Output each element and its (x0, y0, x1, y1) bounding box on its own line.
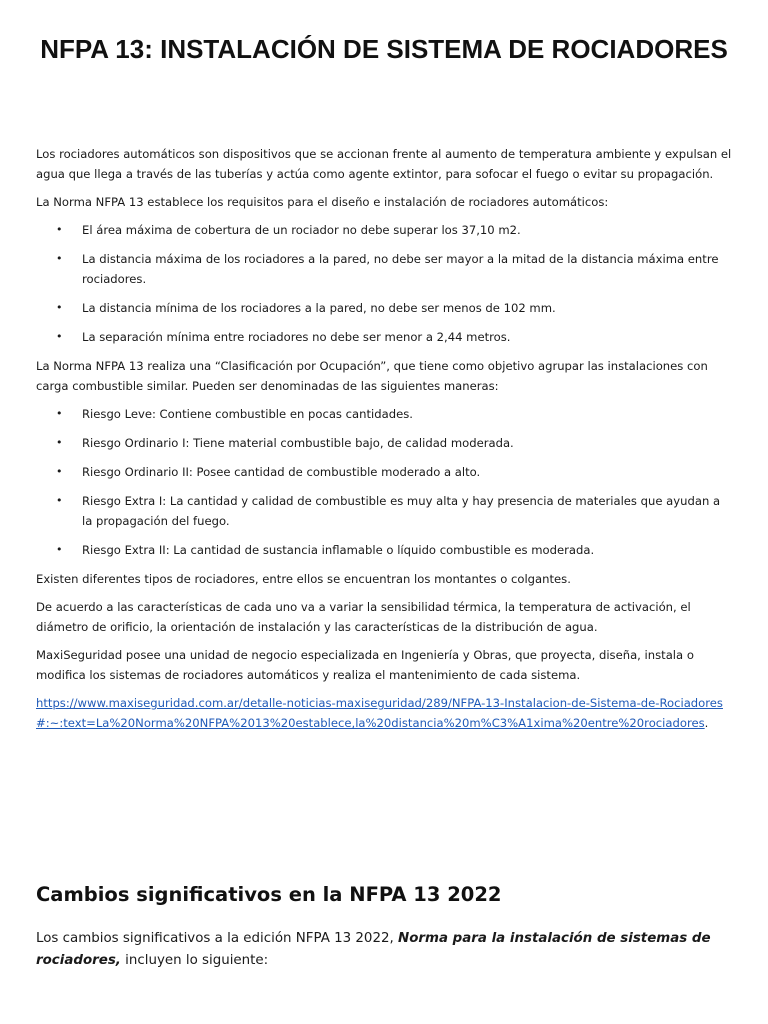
list-item (36, 298, 732, 318)
changes-intro-prefix: Los cambios significativos a la edición NFPA 13 2022, (36, 931, 398, 946)
bullet-icon: • (56, 436, 63, 449)
paragraph-intro: Los rociadores automáticos son dispositivos que se accionan frente al aumento de temperatura ambiente y expulsan el agua que llega a través de las tuberías y actúa como agente extintor, para sofocar el fuego o evitar su propagación. (36, 147, 732, 181)
source-link-suffix: . (704, 716, 709, 730)
source-link[interactable]: https://www.maxiseguridad.com.ar/detalle-noticias-maxiseguridad/289/NFPA-13-Instalacion-de-Sistema-de-Rociadores#:~:text=La%20Norma%20NFPA%2013%20establece,la%20distancia%20m%C3%A1xima%20entre%20rociadores (36, 696, 723, 730)
list-item (36, 220, 732, 240)
list-item-text: Riesgo Extra II: La cantidad de sustancia inflamable o líquido combustible es moderada. (82, 543, 595, 557)
paragraph-characteristics: De acuerdo a las características de cada uno va a variar la sensibilidad térmica, la temperatura de activación, el diámetro de orificio, la orientación de instalación y las características de la distribución de agua. (36, 600, 691, 634)
bullet-icon: • (56, 330, 63, 343)
document-title: NFPA 13: INSTALACIÓN DE SISTEMA DE ROCIADORES (40, 34, 728, 64)
bullet-icon: • (56, 252, 63, 265)
paragraph-changes-intro (36, 928, 732, 972)
list-item (36, 327, 732, 347)
bullet-icon: • (56, 543, 63, 556)
list-item (36, 433, 732, 453)
list-item (36, 491, 732, 531)
bullet-icon: • (56, 494, 63, 507)
list-item-text: Riesgo Leve: Contiene combustible en pocas cantidades. (82, 407, 413, 421)
list-item-text: La separación mínima entre rociadores no debe ser menor a 2,44 metros. (82, 330, 511, 344)
section-heading: Cambios significativos en la NFPA 13 2022 (36, 883, 502, 906)
source-link-paragraph (36, 693, 732, 733)
changes-intro-suffix: incluyen lo siguiente: (120, 953, 269, 968)
requirements-list (36, 220, 732, 347)
list-item (36, 249, 732, 289)
bullet-icon: • (56, 465, 63, 478)
paragraph-types: Existen diferentes tipos de rociadores, entre ellos se encuentran los montantes o colgantes. (36, 572, 571, 586)
bullet-icon: • (56, 223, 63, 236)
list-item (36, 404, 732, 424)
list-item-text: La distancia mínima de los rociadores a la pared, no debe ser menos de 102 mm. (82, 301, 556, 315)
list-item-text: Riesgo Extra I: La cantidad y calidad de combustible es muy alta y hay presencia de materiales que ayudan a la propagación del fuego. (82, 494, 721, 528)
bullet-icon: • (56, 301, 63, 314)
list-item-text: Riesgo Ordinario II: Posee cantidad de combustible moderado a alto. (82, 465, 481, 479)
list-item-text: La distancia máxima de los rociadores a la pared, no debe ser mayor a la mitad de la distancia máxima entre rociadores. (82, 252, 719, 286)
document-body (36, 144, 732, 741)
paragraph-requirements-lead: La Norma NFPA 13 establece los requisitos para el diseño e instalación de rociadores automáticos: (36, 195, 609, 209)
list-item-text: Riesgo Ordinario I: Tiene material combustible bajo, de calidad moderada. (82, 436, 514, 450)
risk-list (36, 404, 732, 560)
list-item-text: El área máxima de cobertura de un rociador no debe superar los 37,10 m2. (82, 223, 521, 237)
list-item (36, 540, 732, 560)
paragraph-company: MaxiSeguridad posee una unidad de negocio especializada en Ingeniería y Obras, que proyecta, diseña, instala o modifica los sistemas de rociadores automáticos y realiza el mantenimiento de cada sistema. (36, 648, 694, 682)
list-item (36, 462, 732, 482)
paragraph-classification: La Norma NFPA 13 realiza una “Clasificación por Ocupación”, que tiene como objetivo agrupar las instalaciones con carga combustible similar. Pueden ser denominadas de las siguientes maneras: (36, 359, 708, 393)
changes-intro-emphasis: Norma para la instalación de sistemas de rociadores, (36, 931, 711, 968)
bullet-icon: • (56, 407, 63, 420)
